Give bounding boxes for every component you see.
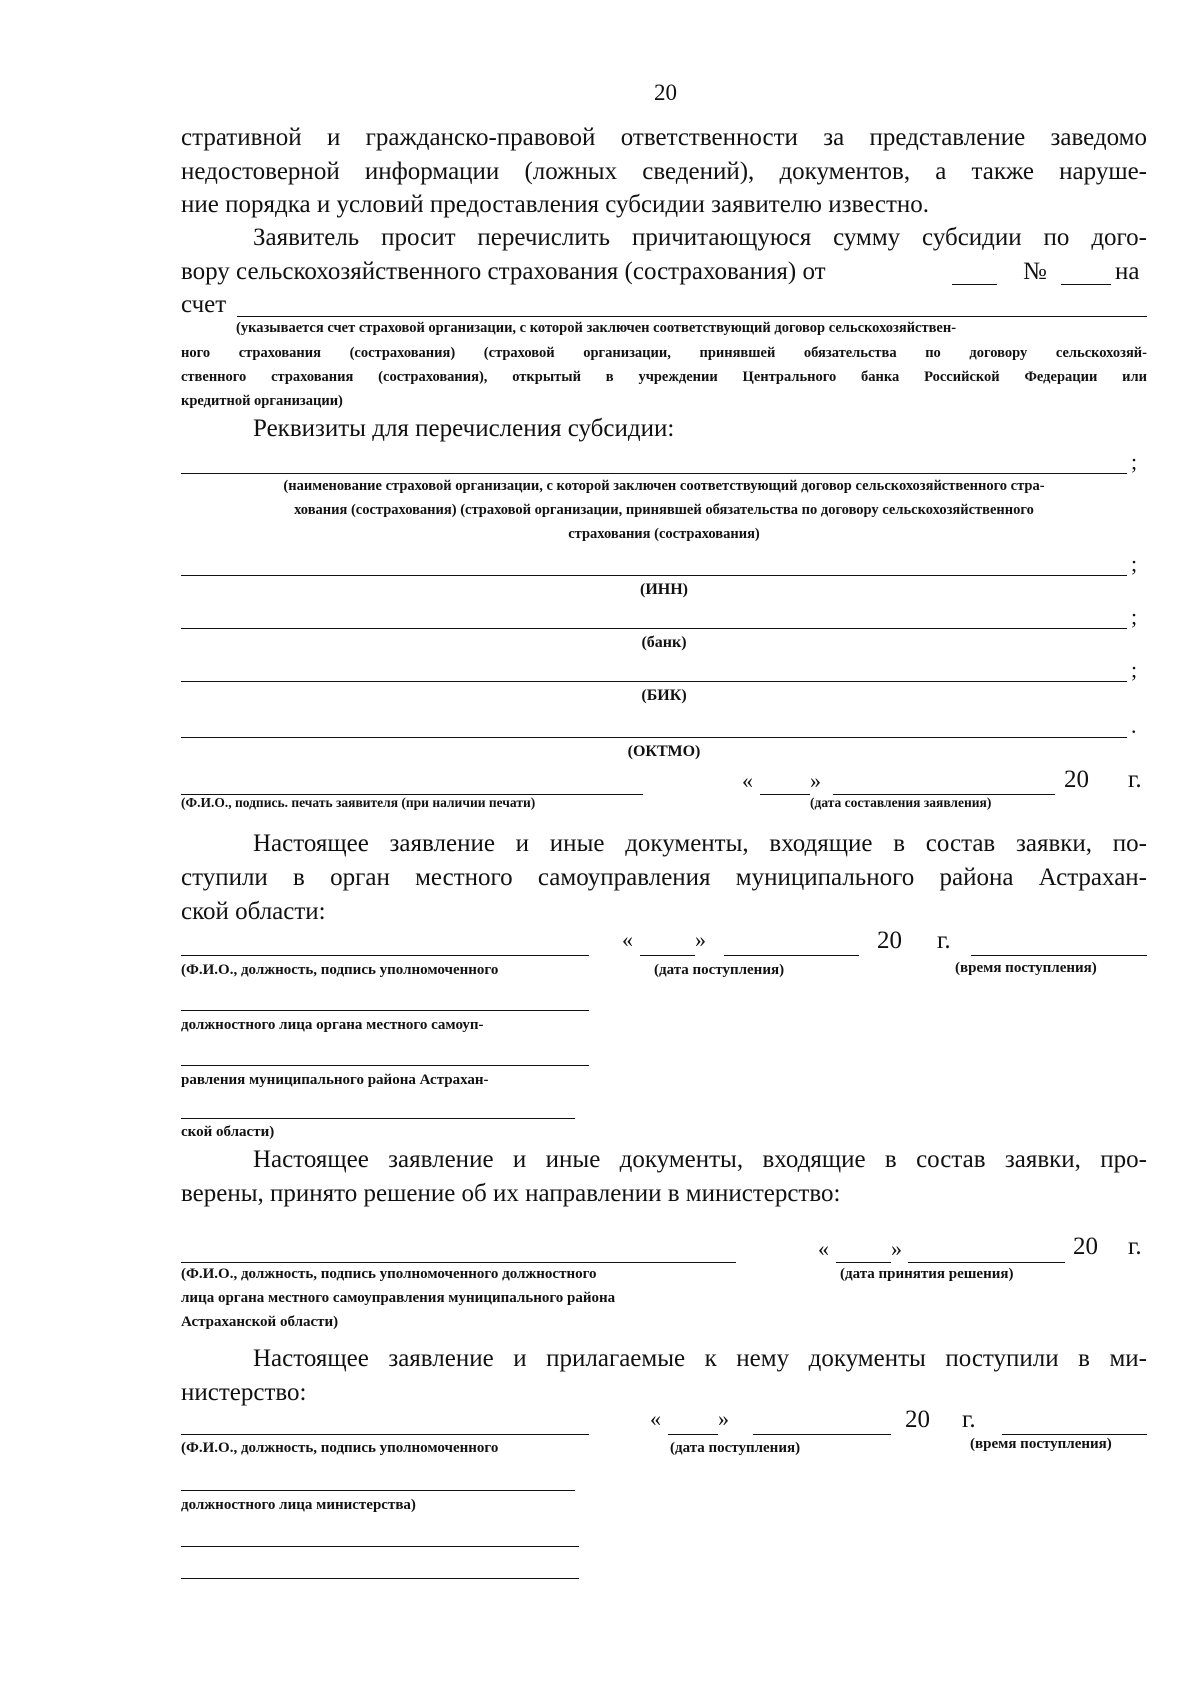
local-year-prefix: 20 (877, 927, 902, 954)
oktmo-label: (ОКТМО) (627, 743, 701, 760)
insurer-name-field[interactable] (181, 473, 1127, 474)
intro-line-1: стративной и гражданско-правовой ответственности за представление заведомо (181, 124, 1147, 151)
bik-field[interactable] (181, 681, 1127, 682)
ministry-time-field[interactable] (1002, 1434, 1147, 1435)
contract-number-field[interactable] (1061, 284, 1111, 285)
local-sig-line-3[interactable] (181, 1065, 589, 1066)
account-note-line-3: ственного страхования (сострахования), открытый в учреждении Центрального банка Российской Федерации или (181, 369, 1147, 385)
local-time-label: (время поступления) (955, 960, 1097, 976)
inn-semicolon: ; (1131, 551, 1138, 576)
ministry-quote-open: « (650, 1406, 661, 1431)
account-note-line-2: ного страхования (сострахования) (страховой организации, принявшей обязательства по договору сельскохозяй- (181, 345, 1147, 361)
inn-field[interactable] (181, 575, 1127, 576)
insurer-note-line-1: (наименование страховой организации, с которой заключен соответствующий договор сельскохозяйственного стра- (283, 478, 1045, 494)
local-sig-label-4: ской области) (181, 1124, 275, 1140)
account-label: счет (181, 291, 227, 318)
ministry-year-g: г. (962, 1406, 976, 1433)
ministry-date-label: (дата поступления) (670, 1440, 801, 1456)
ministry-sig-label-1: (Ф.И.О., должность, подпись уполномоченного (181, 1440, 499, 1456)
ministry-sig-label-2: должностного лица министерства) (181, 1497, 416, 1513)
request-line-2: вору сельскохозяйственного страхования (сострахования) от (181, 258, 826, 285)
applicant-signature-label: (Ф.И.О., подпись. печать заявителя (при наличии печати) (181, 795, 536, 810)
page-number: 20 (654, 80, 677, 105)
received-local-line-3: ской области: (181, 898, 326, 925)
checked-sig-label-2: лица органа местного самоуправления муниципального района (181, 1290, 616, 1306)
bank-label: (банк) (641, 634, 687, 651)
checked-date-label: (дата принятия решения) (840, 1266, 1014, 1282)
local-time-field[interactable] (971, 955, 1147, 956)
na-text: на (1115, 258, 1140, 285)
local-sig-label-2: должностного лица органа местного самоуп- (181, 1017, 484, 1033)
local-sig-line-2[interactable] (181, 1010, 589, 1011)
ministry-quote-close: » (718, 1406, 729, 1431)
applicant-year-g: г. (1128, 766, 1142, 793)
ministry-time-label: (время поступления) (970, 1436, 1112, 1452)
insurer-note-line-3: страхования (сострахования) (568, 526, 760, 542)
received-local-line-2: ступили в орган местного самоуправления муниципального района Астрахан- (181, 864, 1147, 891)
insurer-note-line-2: хования (сострахования) (страховой организации, принявшей обязательства по договору сельскохозяйственного (294, 502, 1034, 518)
account-note-line-4: кредитной организации) (181, 393, 343, 409)
checked-quote-open: « (818, 1236, 829, 1261)
received-ministry-line-1: Настоящее заявление и прилагаемые к нему документы поступили в ми- (253, 1345, 1147, 1372)
ministry-year-prefix: 20 (905, 1406, 930, 1433)
oktmo-period: . (1131, 713, 1137, 738)
applicant-year-prefix: 20 (1064, 766, 1089, 793)
checked-year-g: г. (1128, 1233, 1142, 1260)
local-official-signature-field[interactable] (181, 955, 589, 956)
checked-month-field[interactable] (908, 1262, 1065, 1263)
local-year-g: г. (937, 927, 951, 954)
ministry-day-field[interactable] (668, 1434, 718, 1435)
local-day-field[interactable] (640, 955, 695, 956)
checked-line-1: Настоящее заявление и иные документы, входящие в состав заявки, про- (253, 1146, 1147, 1173)
oktmo-field[interactable] (181, 737, 1127, 738)
request-line-1: Заявитель просит перечислить причитающуюся сумму субсидии по дого- (253, 224, 1147, 251)
checked-official-signature-field[interactable] (181, 1262, 736, 1263)
local-quote-close: » (695, 927, 706, 952)
bik-semicolon: ; (1131, 657, 1138, 682)
requisites-heading: Реквизиты для перечисления субсидии: (253, 415, 675, 442)
local-month-field[interactable] (724, 955, 859, 956)
account-note-line-1: (указывается счет страховой организации, с которой заключен соответствующий договор сельскохозяйствен- (236, 320, 957, 336)
ministry-sig-line-2[interactable] (181, 1490, 575, 1491)
inn-label: (ИНН) (640, 581, 688, 598)
received-ministry-line-2: нистерство: (181, 1379, 307, 1406)
applicant-date-label: (дата составления заявления) (810, 795, 992, 810)
checked-quote-close: » (891, 1236, 902, 1261)
applicant-quote-open: « (742, 768, 753, 793)
applicant-day-field[interactable] (760, 794, 810, 795)
ministry-official-signature-field[interactable] (181, 1434, 589, 1435)
checked-year-prefix: 20 (1073, 1233, 1098, 1260)
ministry-month-field[interactable] (753, 1434, 891, 1435)
local-sig-label-3: равления муниципального района Астрахан- (181, 1072, 489, 1088)
number-sign: № (1023, 258, 1047, 285)
local-date-label: (дата поступления) (654, 962, 785, 978)
local-quote-open: « (622, 927, 633, 952)
bik-label: (БИК) (641, 687, 687, 704)
local-sig-label-1: (Ф.И.О., должность, подпись уполномоченного (181, 962, 499, 978)
account-field[interactable] (237, 316, 1147, 317)
received-local-line-1: Настоящее заявление и иные документы, входящие в состав заявки, по- (253, 830, 1147, 857)
checked-day-field[interactable] (836, 1262, 891, 1263)
applicant-quote-close: » (810, 768, 821, 793)
contract-date-field[interactable] (952, 284, 997, 285)
checked-sig-label-3: Астраханской области) (181, 1314, 339, 1330)
local-sig-line-4[interactable] (181, 1118, 575, 1119)
bank-semicolon: ; (1131, 604, 1138, 629)
ministry-sig-line-4[interactable] (181, 1578, 579, 1579)
insurer-semicolon: ; (1131, 449, 1138, 474)
checked-sig-label-1: (Ф.И.О., должность, подпись уполномоченного должностного (181, 1266, 597, 1282)
intro-line-2: недостоверной информации (ложных сведений), документов, а также наруше- (181, 158, 1147, 185)
checked-line-2: верены, принято решение об их направлении в министерство: (181, 1180, 841, 1207)
intro-line-3: ние порядка и условий предоставления субсидии заявителю известно. (181, 191, 930, 218)
bank-field[interactable] (181, 628, 1127, 629)
ministry-sig-line-3[interactable] (181, 1546, 579, 1547)
